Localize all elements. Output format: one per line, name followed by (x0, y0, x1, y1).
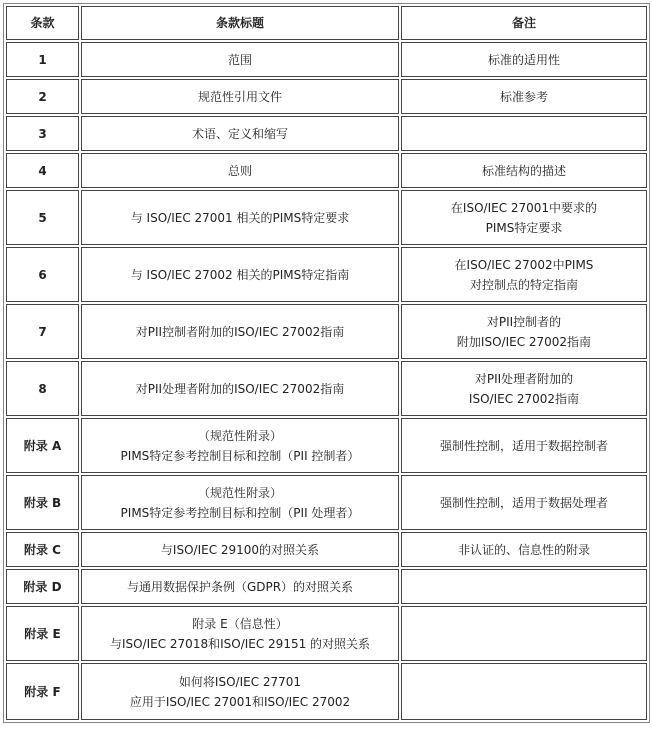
clause-note (401, 569, 647, 604)
clause-note-line: 附加ISO/IEC 27002指南 (456, 334, 592, 349)
clause-title (81, 418, 399, 473)
clause-note (401, 475, 647, 530)
table-row (6, 361, 647, 416)
clause-note-line: ISO/IEC 27002指南 (468, 391, 580, 406)
table-row (6, 42, 647, 77)
clause-note (401, 247, 647, 302)
table-row (6, 116, 647, 151)
clause-title-line: （规范性附录） (197, 428, 282, 443)
clause-title-line: 附录 E（信息性） (192, 616, 288, 631)
table-row (6, 247, 647, 302)
clause-note (401, 116, 647, 151)
clause-title-line: 与通用数据保护条例（GDPR）的对照关系 (126, 579, 354, 594)
clause-note (401, 42, 647, 77)
clause-number: 3 (6, 116, 79, 151)
clause-title-line: 如何将ISO/IEC 27701 (178, 674, 302, 689)
clause-number: 附录 E (6, 606, 79, 661)
clause-note (401, 361, 647, 416)
clause-title-line: 应用于ISO/IEC 27001和ISO/IEC 27002 (129, 694, 351, 709)
clause-number: 6 (6, 247, 79, 302)
clause-title-line: 对PII控制者附加的ISO/IEC 27002指南 (135, 324, 345, 339)
clause-title (81, 190, 399, 245)
clause-title-line: 术语、定义和缩写 (191, 126, 288, 141)
header-title: 条款标题 (81, 6, 399, 40)
clause-note-line: 对PII控制者的 (486, 314, 562, 329)
clause-note (401, 663, 647, 720)
clause-note (401, 418, 647, 473)
clause-title-line: PIMS特定参考控制目标和控制（PII 控制者） (120, 448, 360, 463)
table-row (6, 532, 647, 567)
clause-title-line: 对PII处理者附加的ISO/IEC 27002指南 (135, 381, 345, 396)
header-clause: 条款 (6, 6, 79, 40)
clause-number: 附录 B (6, 475, 79, 530)
table-row (6, 569, 647, 604)
clause-number: 5 (6, 190, 79, 245)
table-row (6, 606, 647, 661)
clause-title-line: 与ISO/IEC 29100的对照关系 (160, 542, 320, 557)
clause-note-line: PIMS特定要求 (485, 220, 563, 235)
clause-note-line: 强制性控制，适用于数据控制者 (439, 438, 608, 453)
clause-title-line: PIMS特定参考控制目标和控制（PII 处理者） (120, 505, 360, 520)
clause-note-line: 非认证的、信息性的附录 (457, 542, 590, 557)
clause-note-line: 标准结构的描述 (481, 163, 566, 178)
clause-note (401, 304, 647, 359)
clause-number: 附录 C (6, 532, 79, 567)
table-row (6, 418, 647, 473)
clause-number: 4 (6, 153, 79, 188)
clause-note-line: 标准的适用性 (487, 52, 560, 67)
table-row (6, 190, 647, 245)
clause-number: 7 (6, 304, 79, 359)
clause-title (81, 606, 399, 661)
clause-title-line: 规范性引用文件 (197, 89, 282, 104)
clause-note (401, 606, 647, 661)
table-row (6, 475, 647, 530)
clause-title (81, 475, 399, 530)
clause-title (81, 569, 399, 604)
clause-note-line: 在ISO/IEC 27001中要求的 (450, 200, 598, 215)
clause-number: 8 (6, 361, 79, 416)
table-row (6, 304, 647, 359)
clause-table (3, 3, 650, 723)
clause-note-line: 对PII处理者附加的 (474, 371, 574, 386)
table-row (6, 663, 647, 720)
clause-note (401, 79, 647, 114)
clause-number: 附录 D (6, 569, 79, 604)
clause-title-line: （规范性附录） (197, 485, 282, 500)
table-row (6, 79, 647, 114)
clause-title (81, 79, 399, 114)
header-note: 备注 (401, 6, 647, 40)
clause-note (401, 532, 647, 567)
clause-title-line: 与 ISO/IEC 27001 相关的PIMS特定要求 (130, 210, 350, 225)
clause-number: 2 (6, 79, 79, 114)
clause-title (81, 116, 399, 151)
clause-number: 1 (6, 42, 79, 77)
clause-title (81, 532, 399, 567)
clause-note-line: 在ISO/IEC 27002中PIMS (454, 257, 594, 272)
clause-title (81, 663, 399, 720)
clause-note (401, 190, 647, 245)
clause-title-line: 范围 (227, 52, 252, 67)
clause-note-line: 强制性控制，适用于数据处理者 (439, 495, 608, 510)
header-row (6, 6, 647, 40)
clause-title (81, 361, 399, 416)
clause-note-line: 对控制点的特定指南 (469, 277, 578, 292)
clause-title-line: 总则 (227, 163, 252, 178)
clause-number: 附录 F (6, 663, 79, 720)
clause-title (81, 42, 399, 77)
clause-title (81, 153, 399, 188)
clause-title (81, 247, 399, 302)
clause-title (81, 304, 399, 359)
clause-number: 附录 A (6, 418, 79, 473)
clause-note-line: 标准参考 (499, 89, 548, 104)
clause-note (401, 153, 647, 188)
clause-title-line: 与 ISO/IEC 27002 相关的PIMS特定指南 (130, 267, 350, 282)
clause-title-line: 与ISO/IEC 27018和ISO/IEC 29151 的对照关系 (109, 636, 371, 651)
table-row (6, 153, 647, 188)
